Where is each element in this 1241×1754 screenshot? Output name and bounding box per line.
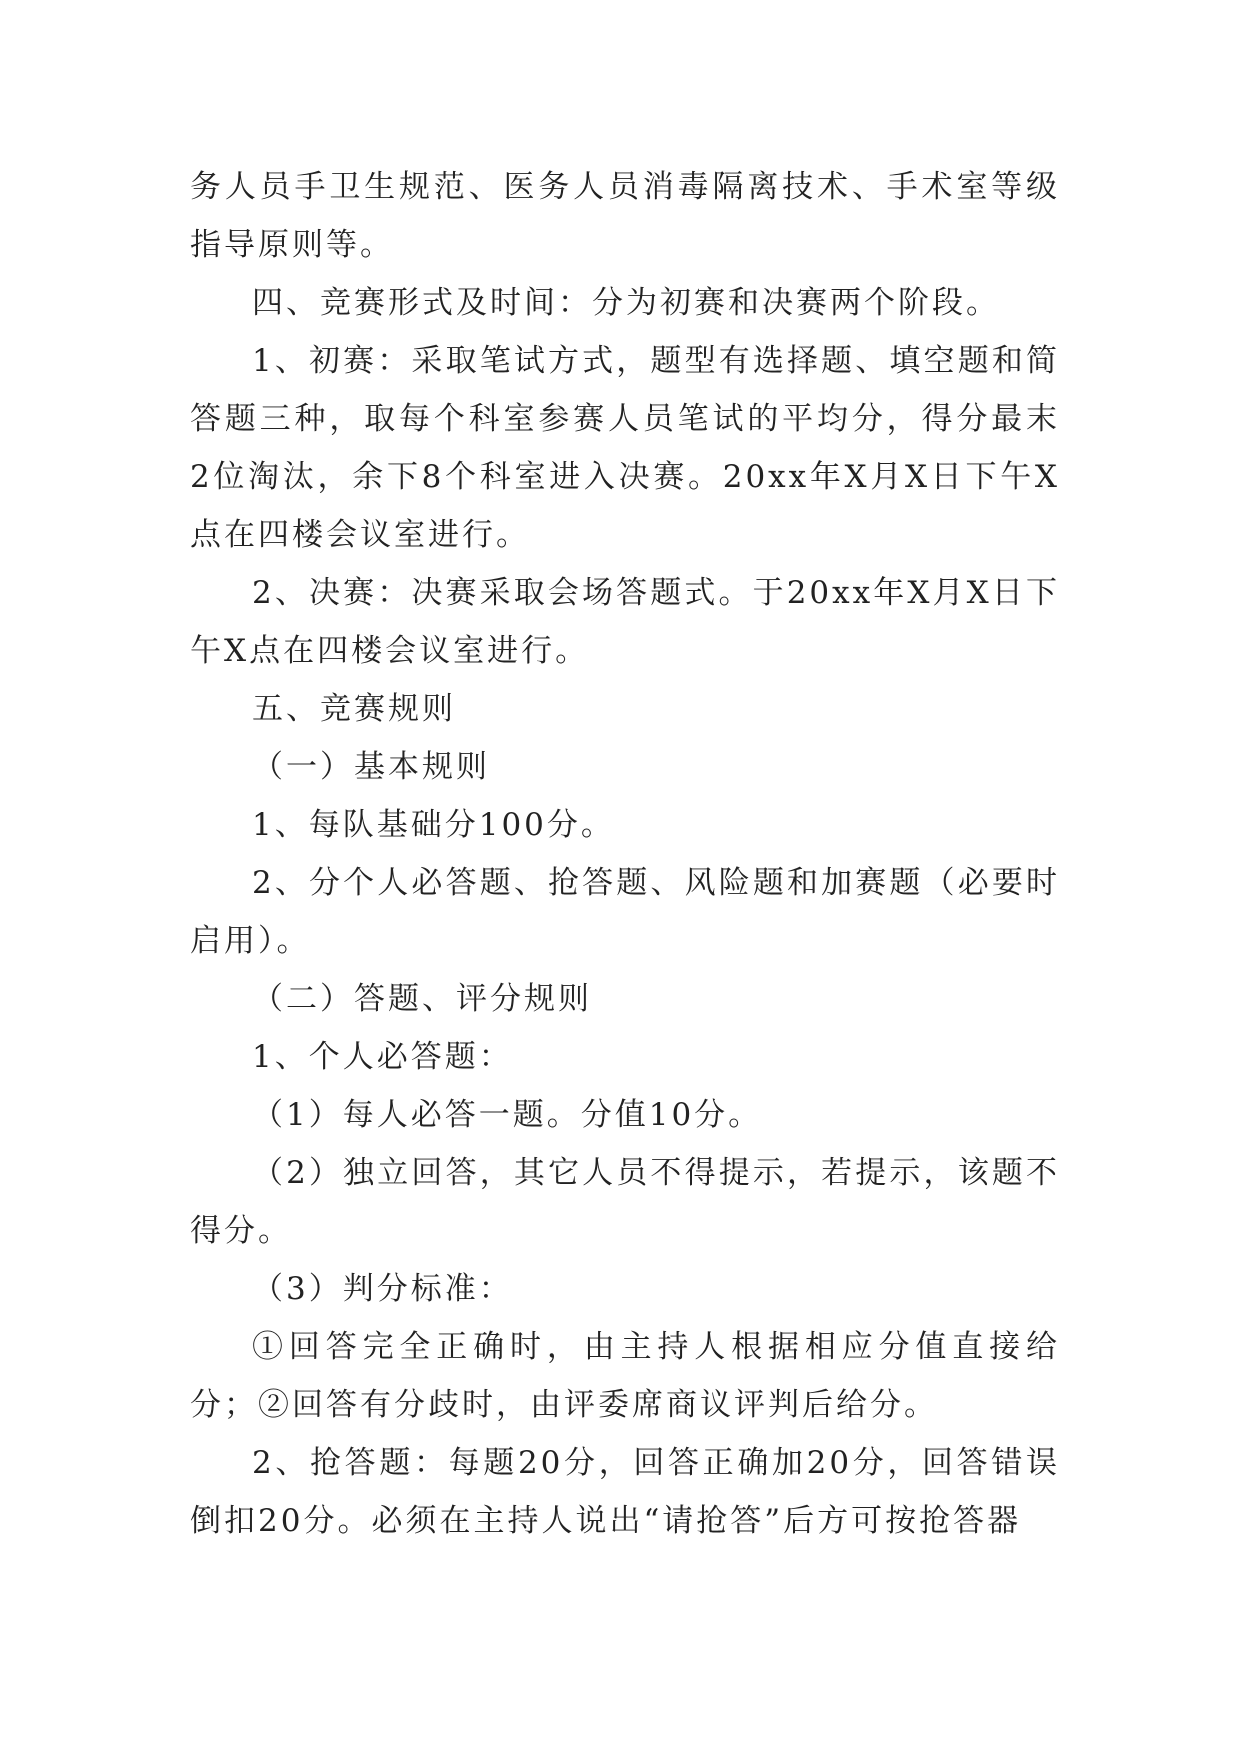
- paragraph-base-score: 1、每队基础分100分。: [252, 807, 615, 843]
- paragraph-rule-three: （3）判分标准：: [252, 1271, 513, 1307]
- paragraph-scoring-rules-heading: （二）答题、评分规则: [252, 981, 592, 1017]
- paragraph-section-five-heading: 五、竞赛规则: [252, 691, 456, 727]
- paragraph-judging-criteria: ①回答完全正确时，由主持人根据相应分值直接给分；②回答有分歧时，由评委席商议评判后给分。: [190, 1329, 1060, 1423]
- paragraph-rule-one: （1）每人必答一题。分值10分。: [252, 1097, 763, 1133]
- paragraph-preliminary-round: 1、初赛：采取笔试方式，题型有选择题、填空题和简答题三种，取每个科室参赛人员笔试的平均分，得分最末2位淘汰，余下8个科室进入决赛。20xx年X月X日下午X点在四楼会议室进行。: [190, 343, 1060, 553]
- paragraph-required-questions: 1、个人必答题：: [252, 1039, 513, 1075]
- paragraph-quick-answer: 2、抢答题：每题20分，回答正确加20分，回答错误倒扣20分。必须在主持人说出“请抢答”后方可按抢答器: [190, 1445, 1060, 1539]
- paragraph-rule-two: （2）独立回答，其它人员不得提示，若提示，该题不得分。: [190, 1155, 1060, 1249]
- paragraph-basic-rules-heading: （一）基本规则: [252, 749, 490, 785]
- document-body: [190, 158, 1060, 1550]
- paragraph-final-round: 2、决赛：决赛采取会场答题式。于20xx年X月X日下午X点在四楼会议室进行。: [190, 575, 1060, 669]
- paragraph-question-types: 2、分个人必答题、抢答题、风险题和加赛题（必要时启用）。: [190, 865, 1060, 959]
- paragraph-section-four-heading: 四、竞赛形式及时间：分为初赛和决赛两个阶段。: [252, 285, 1000, 321]
- paragraph-scope-continuation: 务人员手卫生规范、医务人员消毒隔离技术、手术室等级指导原则等。: [190, 169, 1060, 263]
